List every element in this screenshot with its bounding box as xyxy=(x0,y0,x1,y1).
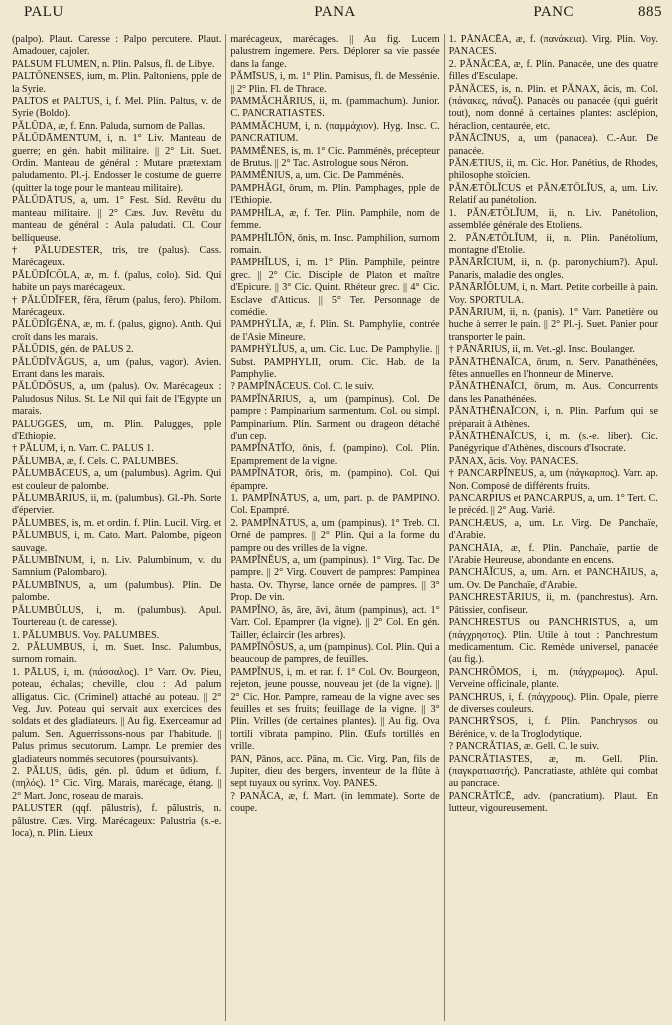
dictionary-entry: PAMMĔNES, is, m. 1° Cic. Pamménès, précepteur de Brutus. || 2° Tac. Astrologue sous Néron. xyxy=(230,145,440,170)
dictionary-entry: PĂLŪDĀMENTUM, i, n. 1° Liv. Manteau de guerre; en gén. habit militaire. || 2° Lit. Suet. Ordin. Manteau de général : Mutare prætextam paludamento. Pl.-j. Endosser le costume de guerre (quitter la toge pour le manteau militaire). xyxy=(12,133,222,194)
dictionary-entry: † PĂLUDESTER, tris, tre (palus). Cass. Marécageux. xyxy=(12,244,222,269)
header-center-word: PANA xyxy=(314,4,356,20)
dictionary-entry: 1. PĂNĂCĒA, æ, f. (πανάκεια). Virg. Plin. Voy. PANACES. xyxy=(448,34,658,58)
dictionary-entry: 2. PĂLUS, ūdis, gén. pl. ŭdum et ŭdium, f. (πηλός). 1° Cic. Virg. Marais, marécage, étang. || 2° Mart. Jonc, roseau de marais. xyxy=(12,765,222,802)
dictionary-entry: PĂLŪDĬVĂGUS, a, um (palus, vagor). Avien. Errant dans les marais. xyxy=(12,356,222,380)
dictionary-entry: PĂMĪSUS, i, m. 1° Plin. Pamisus, fl. de Messénie. || 2° Plin. Fl. de Thrace. xyxy=(230,71,440,95)
dictionary-entry: ? PANĂCA, æ, f. Mart. (in lemmate). Sorte de coupe. xyxy=(230,790,440,815)
dictionary-entry: PANCHĀĬCUS, a, um. Arn. et PANCHĀIUS, a, um. Ov. De Panchaïe, d'Arabie. xyxy=(448,567,658,591)
dictionary-entry: PĂNĂCES, is, n. Plin. et PĂNAX, ăcis, m. Col. (πάνακες, πάναξ). Panacès ou panacée (qui guérit tout), nom donné à certaines plantes: asclépion, héraclion, centaurée, etc. xyxy=(448,83,658,132)
dictionary-entry: PANCHRŌMOS, i, m. (πάγχρωμος). Apul. Verveine officinale, plante. xyxy=(448,666,658,691)
dictionary-entry: PĂLŪDĀTUS, a, um. 1° Fest. Sid. Revêtu du manteau militaire. || 2° Cæs. Juv. Revêtu du manteau de général : Aula paludati. Cl. Cour belliqueuse. xyxy=(12,195,222,244)
dictionary-entry: PAMMĂCHĂRIUS, ii, m. (pammachum). Junior. C. PANCRATIASTES. xyxy=(230,96,440,120)
dictionary-entry: † PĀNĀRIUS, ii, m. Vet.-gl. Insc. Boulanger. xyxy=(448,344,635,356)
dictionary-entry: PĂLŪDŌSUS, a, um (palus). Ov. Marécageux : Paludosus Nilus. St. Le Nil qui fait de l'Egypte un marais. xyxy=(12,381,222,418)
dictionary-entry: PANCHRUS, i, f. (πάγχρους). Plin. Opale, pierre de diverses couleurs. xyxy=(448,691,658,715)
dictionary-entry: PĀNĀRĬŎLUM, i, n. Mart. Petite corbeille à pain. Voy. SPORTULA. xyxy=(448,282,658,306)
dictionary-entry: PAN, Pānos, acc. Pāna, m. Cic. Virg. Pan, fils de Jupiter, dieu des bergers, inventeur de la flûte à sept tuyaux ou syrinx. Voy. PANES. xyxy=(230,753,440,790)
dictionary-entry: PĂLŪDIS, gén. de PALUS 2. xyxy=(12,344,134,356)
dictionary-entry: 2. PAMPĬNĀTUS, a, um (pampinus). 1° Treb. Cl. Orné de pampres. || 2° Plin. Qui a la forme du pampre ou des vrilles de la vigne. xyxy=(230,517,440,554)
dictionary-entry: PAMPHĬLA, æ, f. Ter. Plin. Pamphile, nom de femme. xyxy=(230,207,440,232)
dictionary-entry: 1. PAMPĬNĀTUS, a, um, part. p. de PAMPINO. Col. Epampré. xyxy=(230,493,440,517)
dictionary-entry: PAMMĔNIUS, a, um. Cic. De Pamménès. xyxy=(230,170,404,182)
dictionary-entry: PALUGGES, um, m. Plin. Palugges, pple d'Ethiopie. xyxy=(12,418,222,442)
dictionary-entry: 2. PĂLUMBUS, i, m. Suet. Insc. Palumbus, surnom romain. xyxy=(12,641,222,666)
dictionary-entry: PĂLUMBĀRIUS, ii, m. (palumbus). Gl.-Ph. Sorte d'épervier. xyxy=(12,493,222,517)
dictionary-entry: PĂNÆTŌLĬCUS et PĂNÆTŌLĬUS, a, um. Liv. Relatif au panétolion. xyxy=(448,182,658,207)
dictionary-entry: PĂLUMBĪNUM, i, n. Liv. Palumbinum, v. du Samnium (Palombaro). xyxy=(12,555,222,579)
column-2 xyxy=(225,34,443,1021)
dictionary-entry: (palpo). Plaut. Caresse : Palpo percutere. Plaut. Amadouer, cajoler. xyxy=(12,34,222,58)
dictionary-entry: ? PANCRĂTIAS, æ. Gell. C. le suiv. xyxy=(448,741,600,753)
dictionary-entry: PĀNAX, ăcis. Voy. PANACES. xyxy=(448,455,579,467)
dictionary-entry: PAMPĬNĔUS, a, um (pampinus). 1° Virg. Tac. De pampre. || 2° Virg. Couvert de pampres: Pampinea hasta. Ov. Thyrse, lance ornée de pampres. || 3° Prop. De vin. xyxy=(230,555,440,604)
dictionary-entry: PĀNĀRIUM, ii, n. (panis). 1° Varr. Panetière ou huche à serrer le pain. || 2° Pl.-j. Suet. Panier pour transporter le pain. xyxy=(448,306,658,343)
dictionary-entry: PAMPHŸLĬA, æ, f. Plin. St. Pamphylie, contrée de l'Asie Mineure. xyxy=(230,319,440,343)
dictionary-entry: PAMPĬNŌSUS, a, um (pampinus). Col. Plin. Qui a beaucoup de pampres, de feuilles. xyxy=(230,641,440,666)
dictionary-entry: PĂLUMBĀCEUS, a, um (palumbus). Agrim. Qui est couleur de palombe. xyxy=(12,468,222,492)
dictionary-entry: PANCRĂTĬCĒ, adv. (pancratium). Plaut. En lutteur, vigoureusement. xyxy=(448,790,658,815)
dictionary-entry: PĂLUMBĪNUS, a, um (palumbus). Plin. De palombe. xyxy=(12,579,222,604)
dictionary-entry: 1. PĀLUS, i, m. (πάσσαλος). 1° Varr. Ov. Pieu, poteau, échalas; cheville, clou : Ad palum alligatus. Cic. (Criminel) attaché au poteau. || 2° Veg. Juv. Poteau qui servait aux exercices des soldats et des gladiateurs. || Au fig. Exerceamur ad palum. Sen. Aguerrissons-nous par l'habitude. || Palus primus secutorum. Lampr. Le premier des gladiateurs nommés secutores (poursuivants). xyxy=(12,666,222,765)
dictionary-entry: PĂNĀCĪNUS, a, um (panacea). C.-Aur. De panacée. xyxy=(448,133,658,157)
dictionary-entry: PĂLUMBA, æ, f. Cels. C. PALUMBES. xyxy=(12,455,179,467)
dictionary-entry: PAMPĬNO, ās, āre, āvi, ātum (pampinus), act. 1° Varr. Col. Epamprer (la vigne). || 2° Col. En gén. Tailler, éclaircir (les arbres). xyxy=(230,604,440,641)
dictionary-entry: PALTOS et PALTUS, i, f. Mel. Plin. Paltus, v. de Syrie (Boldo). xyxy=(12,96,222,120)
dictionary-entry: PAMPĬNĀTOR, ōris, m. (pampino). Col. Qui épampre. xyxy=(230,468,440,492)
dictionary-entry: 2. PĂNÆTŌLĬUM, ii, n. Plin. Panétolium, montagne d'Etolie. xyxy=(448,232,658,256)
dictionary-entry: PAMPHĂGI, ōrum, m. Plin. Pamphages, pple de l'Ethiopie. xyxy=(230,182,440,207)
dictionary-entry: † PĂLUM, i, n. Varr. C. PALUS 1. xyxy=(12,443,154,455)
dictionary-entry: 2. PĂNĂCĒA, æ, f. Plin. Panacée, une des quatre filles d'Esculape. xyxy=(448,58,658,83)
dictionary-entry: 1. PĂNÆTŌLĬUM, ii, n. Liv. Panétolion, assemblée générale des Etoliens. xyxy=(448,207,658,232)
dictionary-entry: PANCHĀIA, æ, f. Plin. Panchaïe, partie de l'Arabie Heureuse, abondante en encens. xyxy=(448,542,658,567)
dictionary-entry: PANCRĂTIASTES, æ, m. Gell. Plin. (παγκρατιαστής). Pancratiaste, athlète qui combat au pancrace. xyxy=(448,753,658,790)
dictionary-entry: PANCHRȲSOS, i, f. Plin. Panchrysos ou Bérénice, v. de la Troglodytique. xyxy=(448,716,658,740)
dictionary-entry: PĂLŪDĬGĔNA, æ, m. f. (palus, gigno). Anth. Qui croît dans les marais. xyxy=(12,319,222,343)
column-3 xyxy=(444,34,662,1021)
header-right-word: PANC xyxy=(533,4,574,20)
dictionary-entry: PĂLŪDA, æ, f. Enn. Paluda, surnom de Pallas. xyxy=(12,120,206,132)
dictionary-entry: PĂNÆTIUS, ii, m. Cic. Hor. Panétius, de Rhodes, philosophe stoïcien. xyxy=(448,158,658,182)
dictionary-entry: ? PAMPĬNĀCEUS. Col. C. le suiv. xyxy=(230,381,374,393)
dictionary-entry: PANCHÆUS, a, um. Lr. Virg. De Panchaïe, d'Arabie. xyxy=(448,517,658,542)
dictionary-entry: PAMPĬNUS, i, m. et rar. f. 1° Col. Ov. Bourgeon, rejeton, jeune pousse, nouveau jet (de la vigne). || 2° Cic. Hor. Pampre, rameau de la vigne avec ses feuilles et ses fruits; feuillage de la vigne. || 3° Plin. Vrilles (de certaines plantes). || Au fig. Ova tortili vibrata pampino. Plin. Œufs tortillés en vrille. xyxy=(230,666,440,753)
dictionary-entry: PAMPHĬLUS, i, m. 1° Plin. Pamphile, peintre grec. || 2° Cic. Disciple de Platon et maître d'Epicure. || 3° Cic. Quint. Rhéteur grec. || 4° Cic. Esclave d'Atticus. || 5° Ter. Personnage de comédie. xyxy=(230,257,440,318)
dictionary-entry: PANCHRESTĀRIUS, ii, m. (panchrestus). Arn. Pâtissier, confiseur. xyxy=(448,592,658,616)
dictionary-entry: PĂNĀTHĒNAĬCON, i, n. Plin. Parfum qui se préparait à Athènes. xyxy=(448,406,658,430)
header-right-group xyxy=(444,4,662,21)
dictionary-entry: PAMPĬNĀRIUS, a, um (pampinus). Col. De pampre : Pampinarium sarmentum. Col. ou simpl. Pampinarium. Plin. Sarment ou drageon détaché d'un cep. xyxy=(230,393,440,442)
dictionary-entry: PAMMĂCHUM, i, n. (παμμάχιον). Hyg. Insc. C. PANCRATIUM. xyxy=(230,120,440,145)
dictionary-entry: PĂNĀRĬCIUM, ii, n. (p. paronychium?). Apul. Panaris, maladie des ongles. xyxy=(448,257,658,281)
dictionary-entry: PAMPHĬLĪŌN, ōnis, m. Insc. Pamphilion, surnom romain. xyxy=(230,232,440,256)
running-header xyxy=(8,4,662,26)
dictionary-entry: marécageux, marécages. || Au fig. Lucem palustrem ingemere. Pers. Déplorer sa vie passée dans la fange. xyxy=(230,34,440,70)
dictionary-entry: 1. PĂLUMBUS. Voy. PALUMBES. xyxy=(12,629,160,641)
dictionary-entry: PĂNĀTHĒNAĬCA, ōrum, n. Serv. Panathénées, fêtes annuelles en l'honneur de Minerve. xyxy=(448,356,658,380)
column-1 xyxy=(8,34,225,1021)
dictionary-entry: PĂNĀTHĒNAĬCI, ōrum, m. Aus. Concurrents dans les Panathénées. xyxy=(448,381,658,405)
dictionary-entry: PANCHRESTUS ou PANCHRISTUS, a, um (πάγχρηστος). Plin. Utile à tout : Panchrestum medicamentum. Cic. Remède universel, panacée (au fig.). xyxy=(448,617,658,666)
page-number: 885 xyxy=(638,4,662,20)
dictionary-entry: PĂLŪDĬCŎLA, æ, m. f. (palus, colo). Sid. Qui habite un pays marécageux. xyxy=(12,269,222,294)
dictionary-entry: PANCARPIUS et PANCARPUS, a, um. 1° Tert. C. le précéd. || 2° Aug. Varié. xyxy=(448,493,658,517)
dictionary-entry: PĂLUMBES, is, m. et ordin. f. Plin. Lucil. Virg. et PĂLUMBUS, i, m. Cato. Mart. Palombe, pigeon sauvage. xyxy=(12,517,222,554)
dictionary-entry: PALTŌNENSES, ium, m. Plin. Paltoniens, pple de la Syrie. xyxy=(12,71,222,95)
dictionary-entry: PAMPHŸLĬUS, a, um. Cic. Luc. De Pamphylie. || Subst. PAMPHYLII, orum. Cic. Hab. de la Pamphylie. xyxy=(230,344,440,380)
dictionary-entry: PALSUM FLUMEN, n. Plin. Palsus, fl. de Libye. xyxy=(12,58,215,70)
dictionary-entry: † PANCARPĬNEUS, a, um (πάγκαρπος). Varr. ap. Non. Composé de différents fruits. xyxy=(448,468,658,492)
dictionary-entry: † PĂLŪDĬFER, fĕra, fĕrum (palus, fero). Philom. Marécageux. xyxy=(12,294,222,318)
text-columns xyxy=(8,34,662,1021)
dictionary-entry: PĂLUMBŬLUS, i, m. (palumbus). Apul. Tourtereau (t. de caresse). xyxy=(12,604,222,629)
header-left-word: PALU xyxy=(24,4,64,20)
dictionary-entry: PĂNĀTHĒNAĬCUS, i, m. (s.-e. liber). Cic. Panégyrique d'Athènes, discours d'Isocrate. xyxy=(448,431,658,455)
dictionary-entry: PALUSTER (qqf. pălustris), f. pălustris, n. pălustre. Cæs. Virg. Marécageux: Palustria (s.-e. loca), n. Plin. Lieux xyxy=(12,803,222,839)
dictionary-entry: PAMPĬNĀTĬO, ōnis, f. (pampino). Col. Plin. Epamprement de la vigne. xyxy=(230,443,440,467)
